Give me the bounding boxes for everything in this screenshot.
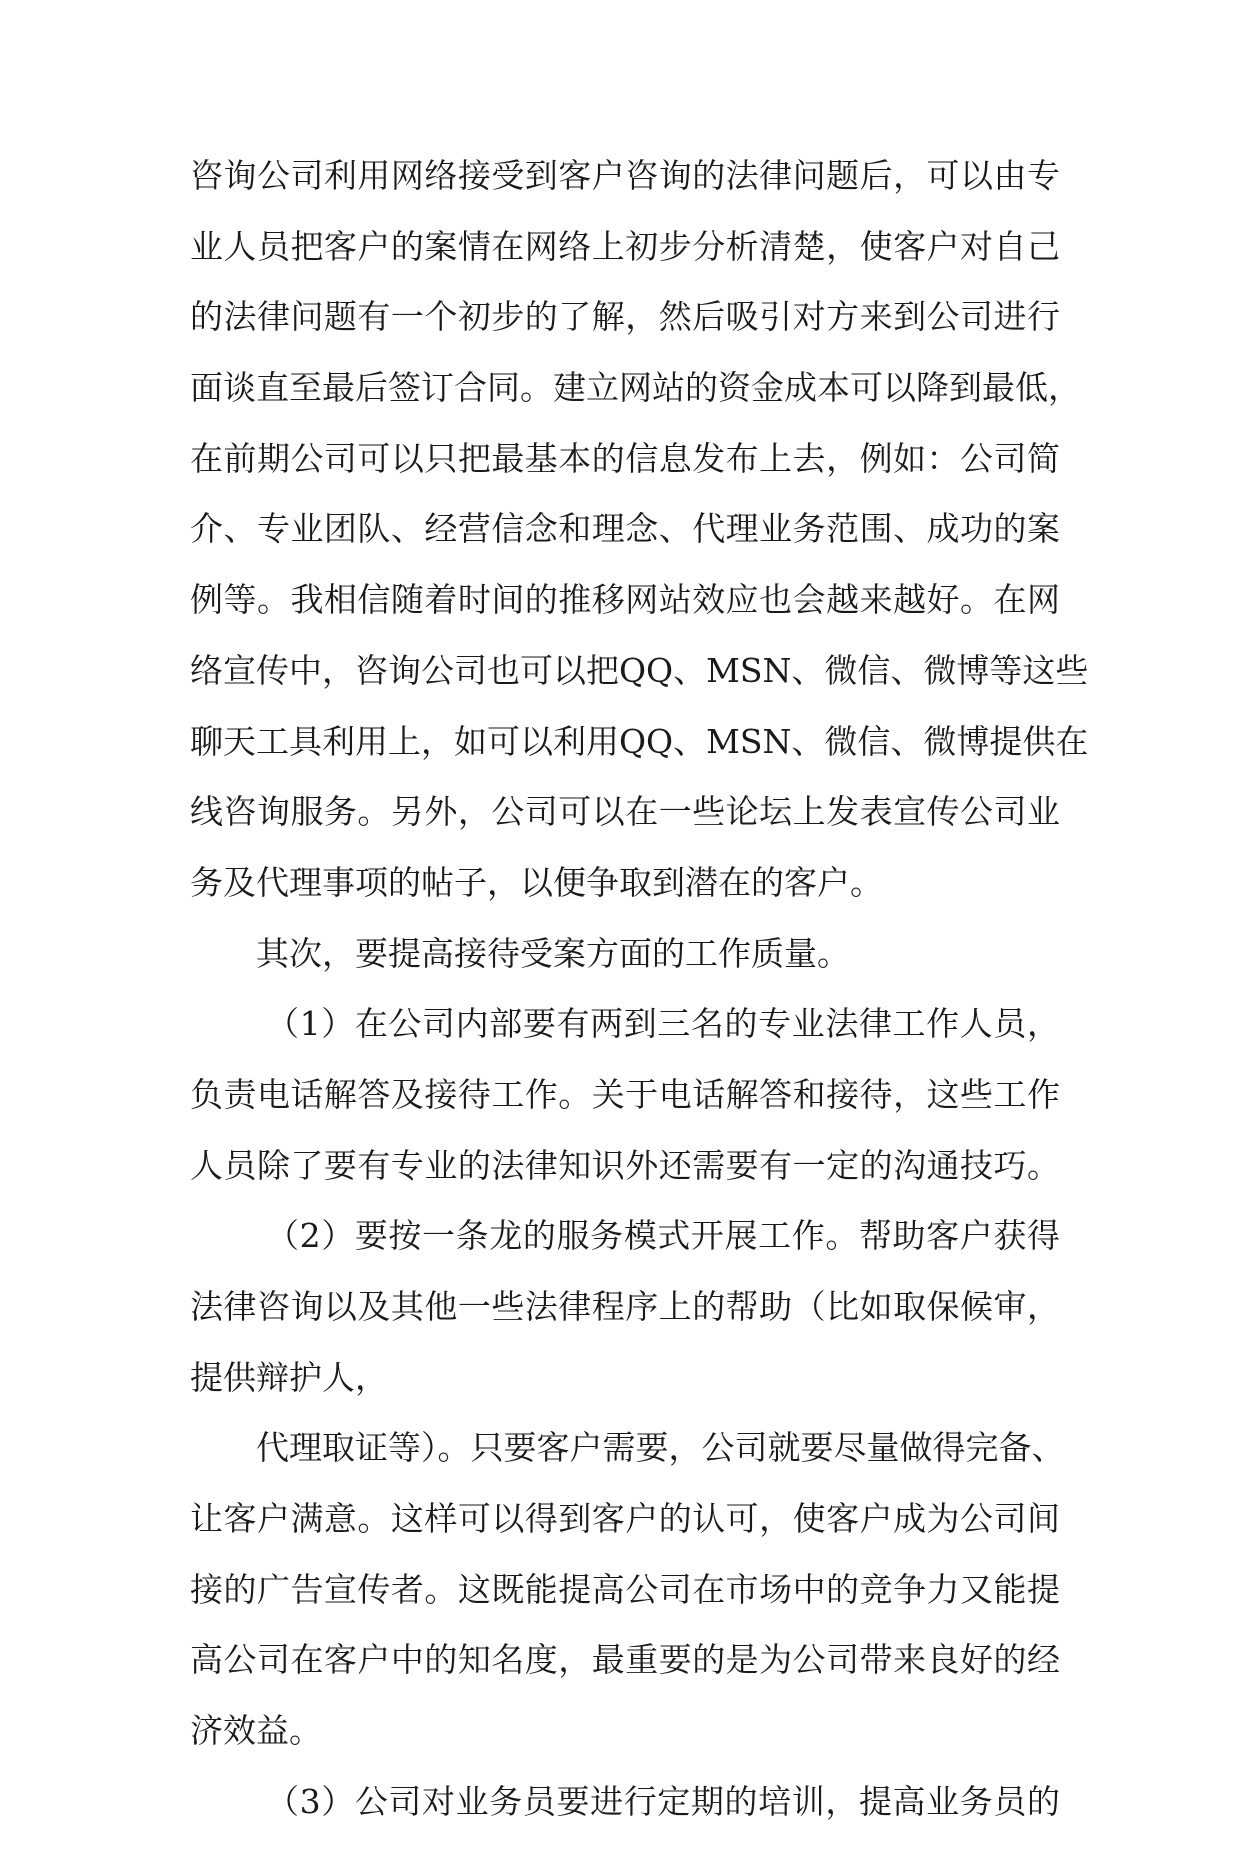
text-line: 人员除了要有专业的法律知识外还需要有一定的沟通技巧。 — [190, 1145, 1060, 1185]
section-heading: 其次，要提高接待受案方面的工作质量。 — [256, 933, 850, 973]
text-line: （2）要按一条龙的服务模式开展工作。帮助客户获得 — [266, 1216, 1060, 1256]
text-line: 业人员把客户的案情在网络上初步分析清楚，使客户对自己 — [190, 226, 1060, 266]
text-line: 介、专业团队、经营信念和理念、代理业务范围、成功的案 — [190, 509, 1060, 549]
text-line: 面谈直至最后签订合同。建立网站的资金成本可以降到最低， — [190, 368, 1081, 408]
text-line: （3）公司对业务员要进行定期的培训，提高业务员的 — [266, 1781, 1060, 1821]
text-line: 济效益。 — [190, 1711, 322, 1751]
text-line: 负责电话解答及接待工作。关于电话解答和接待，这些工作 — [190, 1074, 1060, 1114]
text-line: 例等。我相信随着时间的推移网站效应也会越来越好。在网 — [190, 580, 1060, 620]
text-line: 务及代理事项的帖子，以便争取到潜在的客户。 — [190, 862, 883, 902]
text-line: 法律咨询以及其他一些法律程序上的帮助（比如取保候审， — [190, 1287, 1060, 1326]
text-line: 代理取证等）。只要客户需要，公司就要尽量做得完备、 — [256, 1428, 1065, 1468]
text-line: 聊天工具利用上，如可以利用QQ、MSN、微信、微博提供在 — [190, 721, 1089, 761]
text-line: （1）在公司内部要有两到三名的专业法律工作人员， — [266, 1004, 1060, 1044]
text-line: 接的广告宣传者。这既能提高公司在市场中的竞争力又能提 — [190, 1569, 1060, 1609]
text-line: 咨询公司利用网络接受到客户咨询的法律问题后，可以由专 — [190, 156, 1060, 195]
body-text — [190, 156, 1089, 1853]
text-line: 的法律问题有一个初步的了解，然后吸引对方来到公司进行 — [190, 297, 1060, 337]
text-line: 在前期公司可以只把最基本的信息发布上去，例如：公司简 — [190, 438, 1060, 478]
text-line: 让客户满意。这样可以得到客户的认可，使客户成为公司间 — [190, 1499, 1060, 1539]
text-line: 络宣传中，咨询公司也可以把QQ、MSN、微信、微博等这些 — [190, 650, 1089, 690]
text-line: 线咨询服务。另外，公司可以在一些论坛上发表宣传公司业 — [190, 792, 1060, 832]
text-line: 高公司在客户中的知名度，最重要的是为公司带来良好的经 — [190, 1640, 1060, 1680]
text-line: 提供辩护人， — [190, 1357, 388, 1397]
